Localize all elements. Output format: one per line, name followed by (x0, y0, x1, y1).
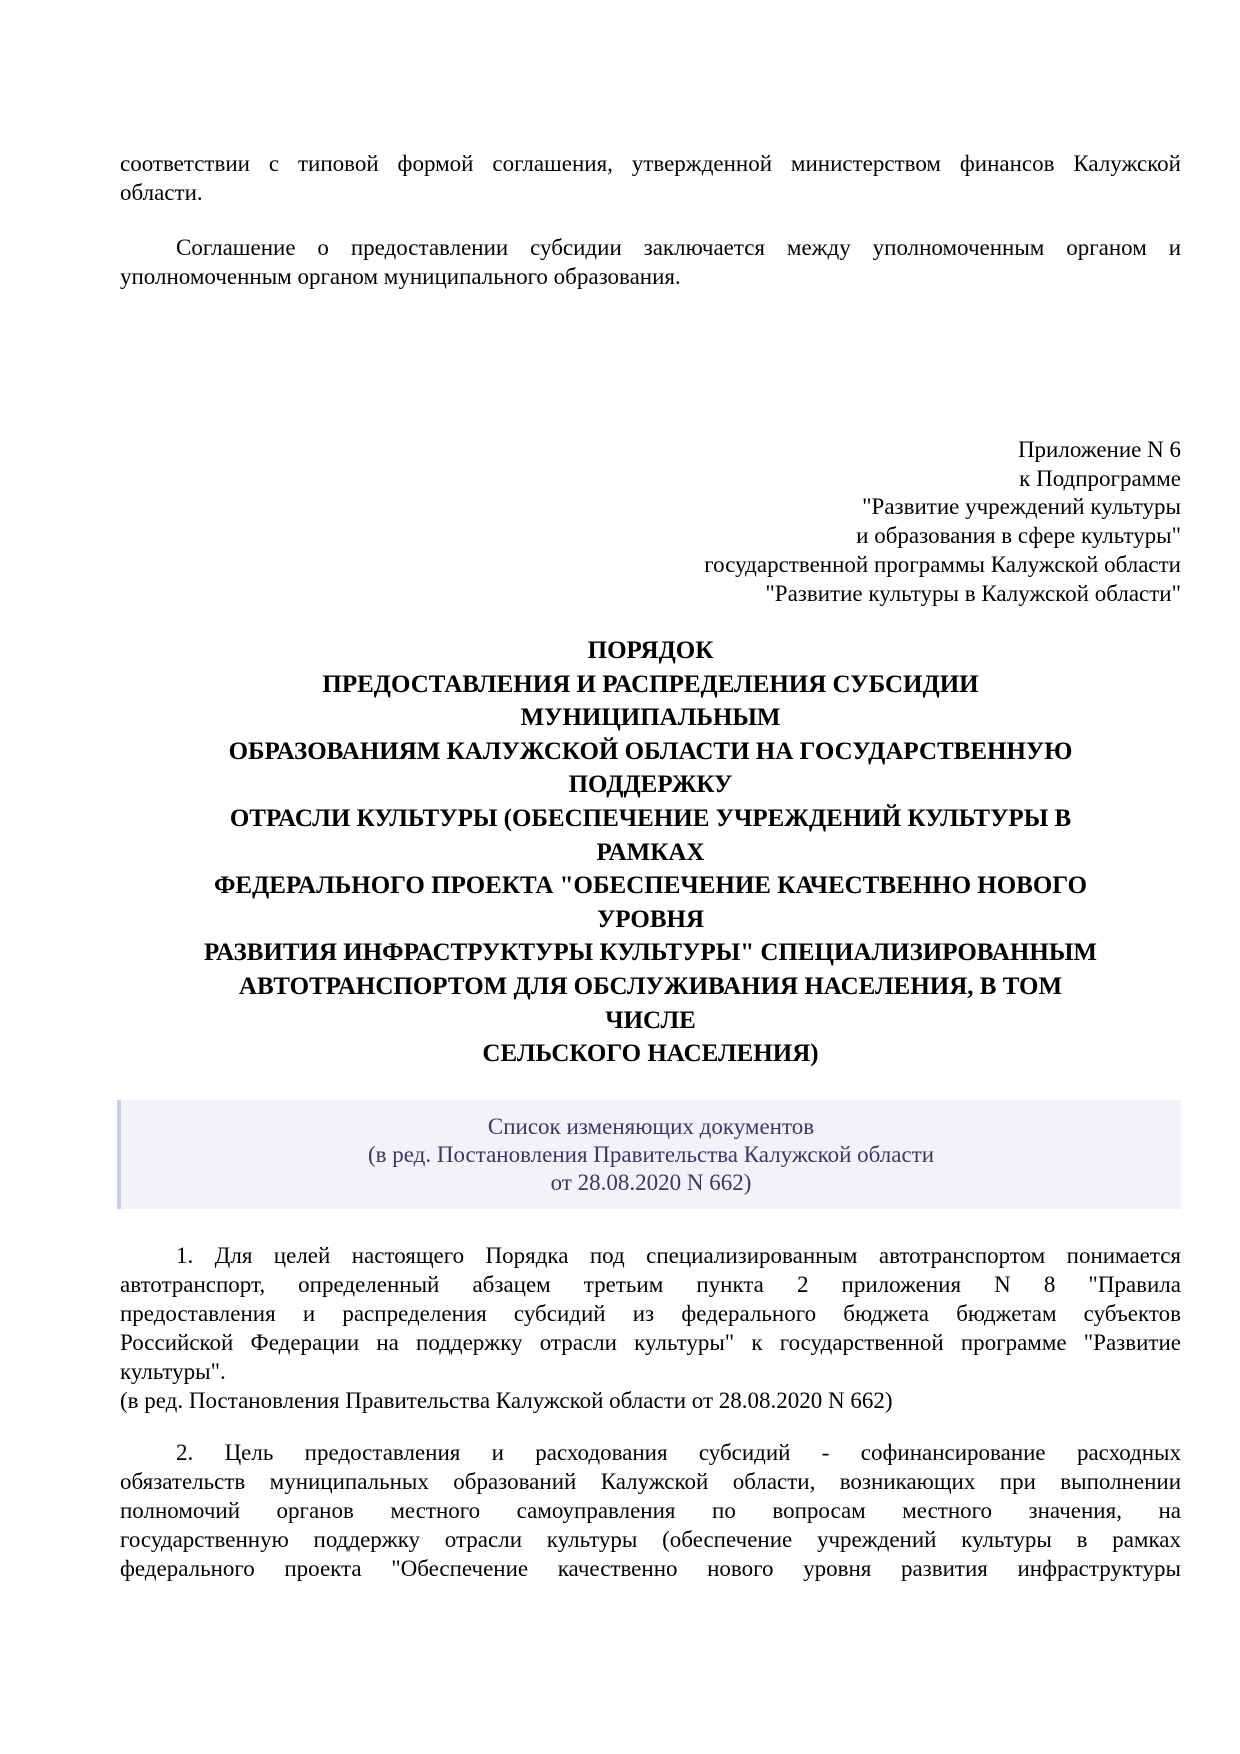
title-line: МУНИЦИПАЛЬНЫМ (520, 704, 781, 732)
title-line: ОТРАСЛИ КУЛЬТУРЫ (ОБЕСПЕЧЕНИЕ УЧРЕЖДЕНИЙ КУЛЬТУРЫ В (229, 804, 1072, 832)
text-line: автотранспорт, определенный абзацем третьим пункта 2 приложения N 8 "Правила (120, 1272, 1181, 1297)
text-line: Российской Федерации на поддержку отрасли культуры" к государственной программе "Развитие (120, 1330, 1181, 1355)
annex-line: "Развитие учреждений культуры (862, 494, 1181, 520)
changes-box-line: от 28.08.2020 N 662) (550, 1170, 752, 1195)
changes-box-title: Список изменяющих документов (487, 1114, 815, 1139)
title-line: РАЗВИТИЯ ИНФРАСТРУКТУРЫ КУЛЬТУРЫ" СПЕЦИАЛИЗИРОВАННЫМ (204, 939, 1097, 967)
annex-reference (704, 436, 1181, 608)
text-line: области. (120, 180, 203, 205)
section-1-paragraph (120, 1241, 1181, 1415)
changes-list-box (117, 1100, 1181, 1209)
annex-line: к Подпрограмме (1019, 465, 1181, 491)
text-line: соответствии с типовой формой соглашения, утвержденной министерством финансов Калужской (120, 151, 1181, 176)
annex-line: Приложение N 6 (1017, 437, 1181, 462)
title-line: РАМКАХ (596, 838, 705, 866)
title-line: ПОДДЕРЖКУ (568, 771, 733, 799)
annex-line: "Развитие культуры в Калужской области" (765, 580, 1181, 606)
text-line: государственную поддержку отрасли культуры (обеспечение учреждений культуры в рамках (120, 1527, 1181, 1552)
title-line: ФЕДЕРАЛЬНОГО ПРОЕКТА "ОБЕСПЕЧЕНИЕ КАЧЕСТВЕННО НОВОГО (213, 872, 1088, 900)
document-title (120, 634, 1181, 1071)
title-line: ПРЕДОСТАВЛЕНИЯ И РАСПРЕДЕЛЕНИЯ СУБСИДИИ (322, 670, 979, 698)
changes-box-line: (в ред. Постановления Правительства Калужской области (367, 1142, 935, 1167)
text-line: культуры". (120, 1359, 226, 1384)
text-line: предоставления и распределения субсидий из федерального бюджета бюджетам субъектов (120, 1301, 1181, 1326)
text-line: федерального проекта "Обеспечение качественно нового уровня развития инфраструктуры (120, 1556, 1181, 1581)
text-line: полномочий органов местного самоуправления по вопросам местного значения, на (120, 1498, 1181, 1523)
section-2-paragraph (120, 1438, 1181, 1583)
text-line: 1. Для целей настоящего Порядка под специализированным автотранспортом понимается (176, 1243, 1181, 1268)
text-line: Соглашение о предоставлении субсидии заключается между уполномоченным органом и (176, 235, 1181, 260)
title-line: ОБРАЗОВАНИЯМ КАЛУЖСКОЙ ОБЛАСТИ НА ГОСУДАРСТВЕННУЮ (228, 737, 1073, 765)
annex-line: государственной программы Калужской области (704, 551, 1181, 577)
text-line: уполномоченным органом муниципального образования. (120, 264, 681, 289)
intro-paragraph-1 (120, 149, 1181, 207)
title-line: СЕЛЬСКОГО НАСЕЛЕНИЯ) (482, 1040, 819, 1068)
intro-paragraph-2 (120, 233, 1181, 291)
title-line: АВТОТРАНСПОРТОМ ДЛЯ ОБСЛУЖИВАНИЯ НАСЕЛЕНИЯ, В ТОМ (238, 972, 1063, 1000)
title-line: УРОВНЯ (596, 905, 705, 933)
text-line: 2. Цель предоставления и расходования субсидий - софинансирование расходных (176, 1440, 1181, 1465)
text-line: обязательств муниципальных образований Калужской области, возникающих при выполнении (120, 1469, 1181, 1494)
title-line: ПОРЯДОК (587, 637, 714, 664)
annex-line: и образования в сфере культуры" (856, 523, 1181, 549)
title-line: ЧИСЛЕ (605, 1006, 696, 1034)
section-1-amendment-note: (в ред. Постановления Правительства Калужской области от 28.08.2020 N 662) (120, 1388, 893, 1413)
